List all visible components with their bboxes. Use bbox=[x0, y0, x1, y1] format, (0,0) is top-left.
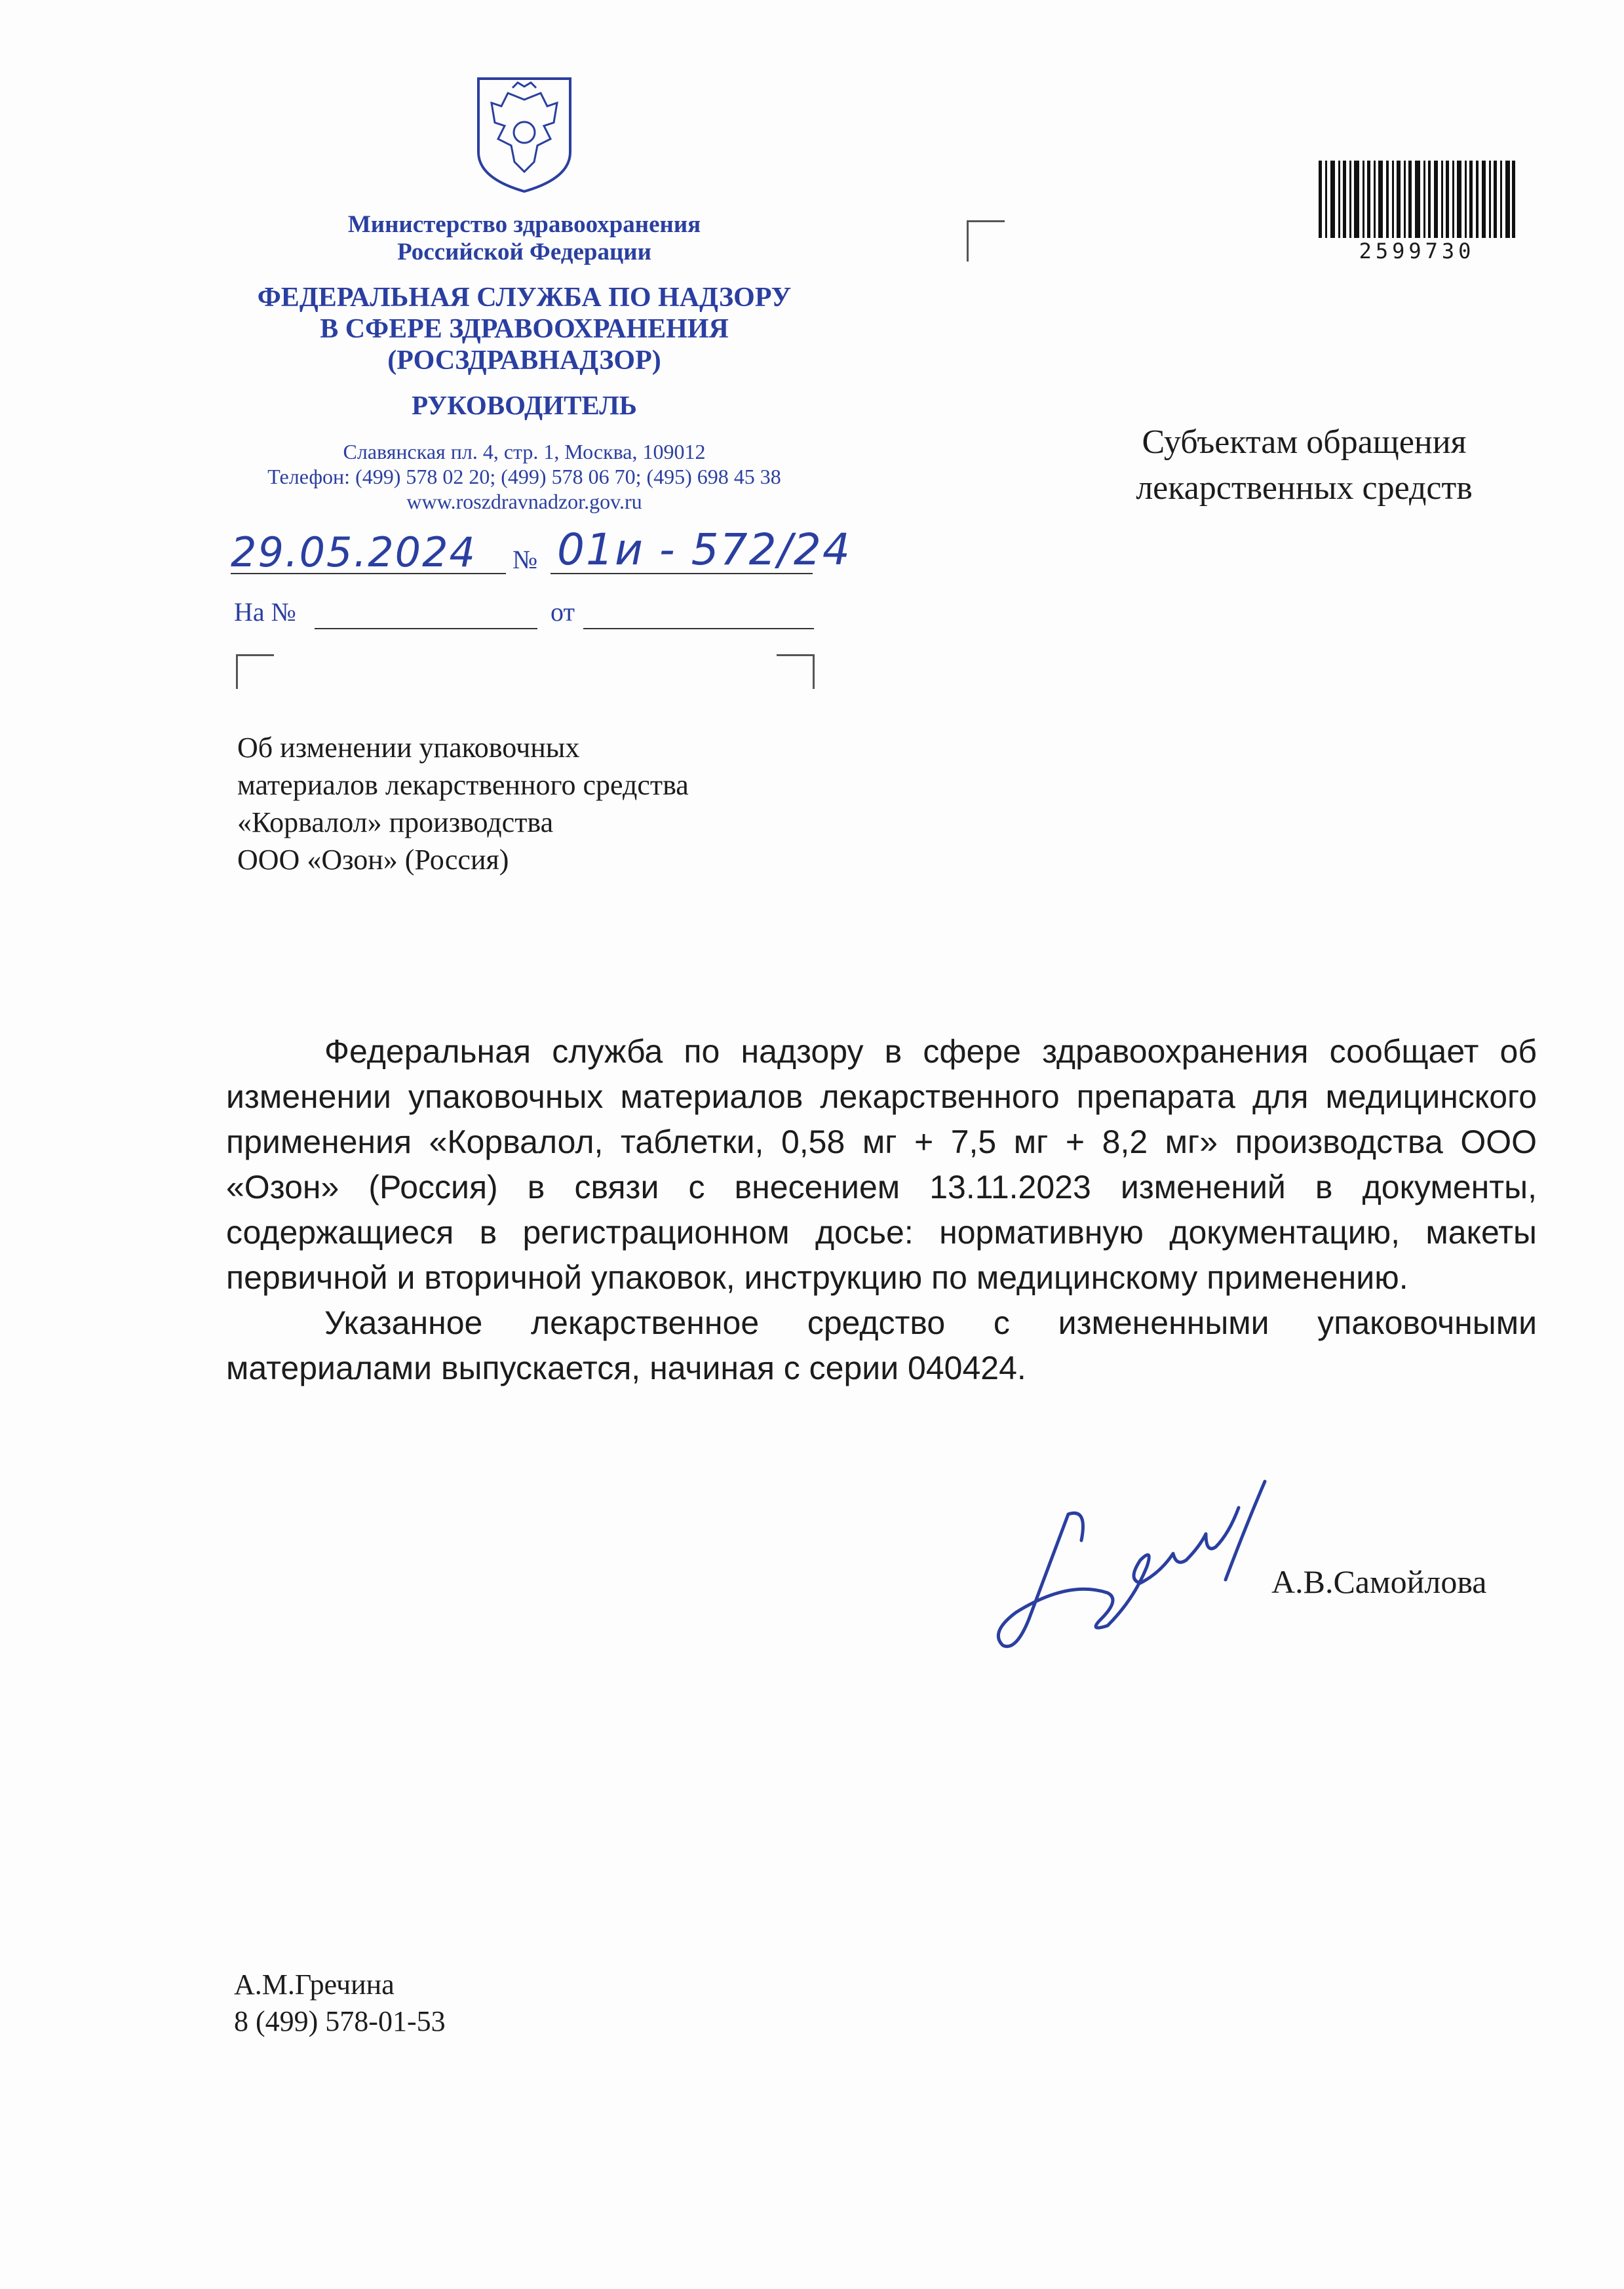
handwritten-signature bbox=[990, 1468, 1291, 1658]
subject-line-1: Об изменении упаковочных bbox=[237, 732, 580, 764]
date-underline bbox=[231, 573, 506, 574]
registration-date: 29.05.2024 bbox=[231, 528, 476, 576]
letter-subject bbox=[237, 729, 827, 878]
number-label: № bbox=[512, 545, 538, 574]
subject-line-3: «Корвалол» производства bbox=[237, 806, 554, 838]
corner-top-right bbox=[777, 654, 815, 689]
subject-line-4: ООО «Озон» (Россия) bbox=[237, 844, 509, 876]
from-label: от bbox=[551, 597, 575, 627]
signer-name: А.В.Самойлова bbox=[1271, 1563, 1487, 1600]
contacts bbox=[216, 439, 832, 514]
service-line-1: ФЕДЕРАЛЬНАЯ СЛУЖБА ПО НАДЗОРУ bbox=[257, 283, 792, 313]
body-paragraph-1: Федеральная служба по надзору в сфере здравоохранения сообщает об изменении упаковочных материалов лекарственного препарата для медицинского применения «Корвалол, таблетки, 0,58 мг + 7,5 мг + 8,2 мг» производства ООО «Озон» (Россия) в связи с внесением 13.11.2023 изменений в документы, содержащиеся в регистрационном досье: нормативную документацию, макеты первичной и вторичной упаковок, инструкцию по медицинскому применению. bbox=[226, 1033, 1537, 1296]
service-name bbox=[216, 282, 832, 376]
ministry-line-1: Министерство здравоохранения bbox=[347, 211, 701, 238]
ref-label: На № bbox=[234, 597, 296, 627]
phones: Телефон: (499) 578 02 20; (499) 578 06 70; (495) 698 45 38 bbox=[267, 465, 781, 488]
body-paragraph-2: Указанное лекарственное средство с измененными упаковочными материалами выпускается, начиная с серии 040424. bbox=[226, 1304, 1537, 1386]
executor bbox=[234, 1966, 446, 2040]
recipient-line-2: лекарственных средств bbox=[1136, 469, 1473, 507]
address: Славянская пл. 4, стр. 1, Москва, 109012 bbox=[343, 440, 706, 463]
registration-number: 01и - 572/24 bbox=[557, 524, 851, 575]
position-title: РУКОВОДИТЕЛЬ bbox=[412, 390, 637, 420]
subject-line-2: материалов лекарственного средства bbox=[237, 769, 689, 801]
service-line-2: В СФЕРЕ ЗДРАВООХРАНЕНИЯ bbox=[320, 314, 729, 344]
corner-recipient bbox=[967, 220, 1005, 262]
ministry-name bbox=[216, 211, 832, 266]
barcode-number: 2599730 bbox=[1359, 239, 1475, 264]
executor-phone: 8 (499) 578-01-53 bbox=[234, 2005, 446, 2037]
corner-top-left bbox=[236, 654, 274, 689]
ministry-line-2: Российской Федерации bbox=[397, 239, 651, 265]
ref-number-line bbox=[315, 628, 537, 629]
recipient-line-1: Субъектам обращения bbox=[1142, 423, 1467, 461]
recipient bbox=[1049, 420, 1560, 511]
executor-name: А.М.Гречина bbox=[234, 1968, 395, 2001]
website: www.roszdravnadzor.gov.ru bbox=[406, 490, 642, 513]
number-underline bbox=[551, 573, 813, 574]
coat-of-arms-icon bbox=[472, 73, 577, 195]
barcode-icon bbox=[1319, 161, 1515, 238]
service-line-3: (РОСЗДРАВНАДЗОР) bbox=[387, 345, 661, 376]
letter-body bbox=[226, 1029, 1537, 1391]
from-date-line bbox=[583, 628, 814, 629]
